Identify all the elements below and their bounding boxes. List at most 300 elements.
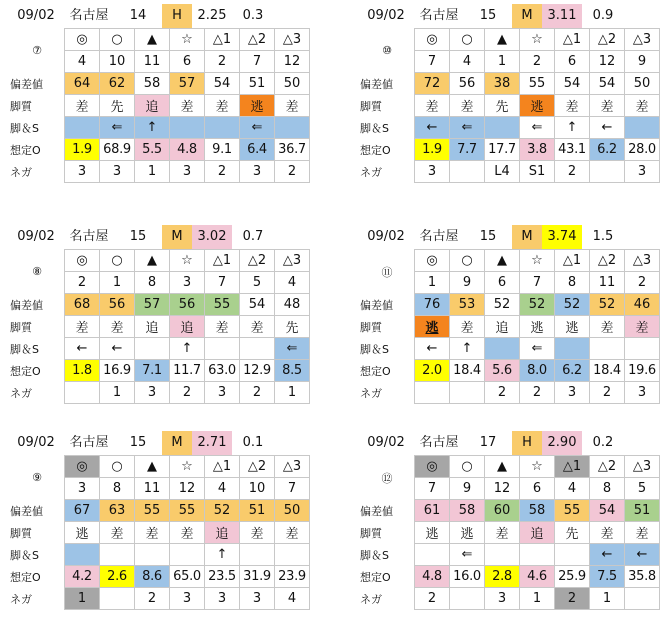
nums-cell: 8 — [100, 478, 135, 500]
marks-cell: △3 — [625, 250, 660, 272]
dev-cell: 52 — [520, 294, 555, 316]
odds_row-cell: 1.8 — [65, 360, 100, 382]
odds_row-cell: 63.0 — [205, 360, 240, 382]
nums-cell: 12 — [275, 51, 310, 73]
race-number: ⑧ — [32, 265, 42, 278]
odds_row-cell: 2.0 — [415, 360, 450, 382]
nums-cell: 9 — [450, 478, 485, 500]
nega-cell: 3 — [555, 382, 590, 404]
race-header — [8, 225, 305, 249]
ratio-value: 0.9 — [592, 8, 614, 23]
odds_row-cell: 36.7 — [275, 139, 310, 161]
dev-cell: 64 — [65, 73, 100, 95]
style-cell: 差 — [590, 316, 625, 338]
nums-cell: 9 — [450, 272, 485, 294]
odds_row-cell: 5.6 — [485, 360, 520, 382]
style-cell: 差 — [100, 316, 135, 338]
legs-cell: ↑ — [555, 117, 590, 139]
legs-cell: ↑ — [205, 544, 240, 566]
dev-cell: 57 — [135, 294, 170, 316]
odds_row-cell: 6.2 — [590, 139, 625, 161]
odds_row-cell: 3.8 — [520, 139, 555, 161]
legs-cell — [625, 117, 660, 139]
marks-cell: ◎ — [415, 456, 450, 478]
row-label: 偏差値 — [360, 504, 393, 518]
style-cell: 差 — [100, 522, 135, 544]
nega-cell: L4 — [485, 161, 520, 183]
style-cell: 差 — [205, 316, 240, 338]
dev-cell: 54 — [590, 73, 625, 95]
legs-cell: ← — [590, 544, 625, 566]
row-dev — [8, 294, 310, 316]
nega-cell: 2 — [135, 588, 170, 610]
dev-cell: 55 — [170, 500, 205, 522]
legs-cell — [590, 338, 625, 360]
row-label: 想定O — [360, 364, 391, 378]
dev-cell: 58 — [450, 500, 485, 522]
style-cell: 逃 — [240, 95, 275, 117]
style-cell: 差 — [240, 522, 275, 544]
odds_row-cell: 23.5 — [205, 566, 240, 588]
style-cell: 差 — [275, 95, 310, 117]
race-date: 09/02 — [367, 435, 405, 450]
nega-cell — [590, 161, 625, 183]
track-condition: M — [512, 225, 542, 249]
odds_row-cell: 8.6 — [135, 566, 170, 588]
odds_row-cell: 4.2 — [65, 566, 100, 588]
dev-cell: 58 — [520, 500, 555, 522]
marks-cell: ☆ — [520, 456, 555, 478]
nega-cell: 1 — [275, 382, 310, 404]
nums-cell: 5 — [625, 478, 660, 500]
legs-cell — [520, 544, 555, 566]
race-venue: 名古屋 — [69, 8, 109, 23]
style-cell: 追 — [520, 522, 555, 544]
marks-cell: △2 — [240, 250, 275, 272]
odds_row-cell: 5.5 — [135, 139, 170, 161]
nega-cell — [450, 588, 485, 610]
row-style — [8, 316, 310, 338]
track-condition: H — [162, 4, 192, 28]
marks-cell: ▲ — [485, 456, 520, 478]
style-cell: 差 — [450, 95, 485, 117]
ratio-value: 0.1 — [242, 435, 264, 450]
style-cell: 差 — [625, 522, 660, 544]
legs-cell: ⇐ — [520, 117, 555, 139]
nums-cell: 12 — [485, 478, 520, 500]
row-dev — [358, 500, 660, 522]
style-cell: 追 — [170, 316, 205, 338]
race-header — [358, 225, 655, 249]
nega-cell: 3 — [240, 161, 275, 183]
nums-cell: 6 — [170, 51, 205, 73]
row-marks — [8, 250, 310, 272]
nega-cell: 1 — [65, 588, 100, 610]
dev-cell: 53 — [450, 294, 485, 316]
legs-cell: ↑ — [135, 117, 170, 139]
nega-cell: 2 — [520, 382, 555, 404]
nums-cell: 5 — [240, 272, 275, 294]
nums-cell: 8 — [135, 272, 170, 294]
nega-cell — [625, 588, 660, 610]
nega-cell: 3 — [415, 161, 450, 183]
row-label: ネガ — [360, 592, 382, 606]
marks-cell: △2 — [590, 456, 625, 478]
row-marks — [358, 29, 660, 51]
odds_row-cell: 7.1 — [135, 360, 170, 382]
nega-cell: 2 — [275, 161, 310, 183]
row-dev — [8, 500, 310, 522]
nega-cell — [450, 382, 485, 404]
race-panel-p7 — [8, 4, 305, 200]
marks-cell: ○ — [450, 29, 485, 51]
odds_row-cell: 65.0 — [170, 566, 205, 588]
row-legs — [358, 338, 660, 360]
style-cell: 先 — [275, 316, 310, 338]
nega-cell: 3 — [65, 161, 100, 183]
style-cell: 差 — [415, 95, 450, 117]
nums-cell: 4 — [65, 51, 100, 73]
row-nega — [8, 382, 310, 404]
nega-cell: 2 — [485, 382, 520, 404]
track-condition: H — [512, 431, 542, 455]
dev-cell: 52 — [205, 500, 240, 522]
odds-value: 2.25 — [197, 8, 227, 23]
nums-cell: 3 — [65, 478, 100, 500]
odds_row-cell: 23.9 — [275, 566, 310, 588]
dev-cell: 51 — [240, 500, 275, 522]
nega-cell: 2 — [415, 588, 450, 610]
race-venue: 名古屋 — [419, 435, 459, 450]
nums-cell: 2 — [520, 51, 555, 73]
style-cell: 差 — [65, 95, 100, 117]
style-cell: 差 — [205, 95, 240, 117]
nega-cell: 1 — [590, 588, 625, 610]
dev-cell: 67 — [65, 500, 100, 522]
dev-cell: 58 — [135, 73, 170, 95]
nega-cell: 2 — [555, 161, 590, 183]
style-cell: 差 — [590, 522, 625, 544]
race-date: 09/02 — [367, 8, 405, 23]
style-cell: 先 — [100, 95, 135, 117]
marks-cell: △1 — [555, 29, 590, 51]
odds_row-cell: 7.7 — [450, 139, 485, 161]
odds_row-cell: 6.2 — [555, 360, 590, 382]
dev-cell: 55 — [555, 500, 590, 522]
style-cell: 逃 — [415, 316, 450, 338]
odds_row-cell: 16.9 — [100, 360, 135, 382]
dev-cell: 62 — [100, 73, 135, 95]
dev-cell: 56 — [450, 73, 485, 95]
style-cell: 差 — [275, 522, 310, 544]
marks-cell: △3 — [625, 456, 660, 478]
row-label: 偏差値 — [10, 298, 43, 312]
nega-cell — [100, 588, 135, 610]
nega-cell: 2 — [170, 382, 205, 404]
track-condition: M — [162, 225, 192, 249]
nums-cell: 10 — [100, 51, 135, 73]
odds_row-cell: 4.6 — [520, 566, 555, 588]
race-distance: 15 — [129, 229, 147, 244]
legs-cell: ← — [100, 338, 135, 360]
odds_row-cell: 2.8 — [485, 566, 520, 588]
marks-cell: △1 — [555, 456, 590, 478]
row-legs — [8, 117, 310, 139]
ratio-value: 0.3 — [242, 8, 264, 23]
marks-cell: △2 — [590, 250, 625, 272]
marks-cell: △1 — [205, 456, 240, 478]
row-dev — [8, 73, 310, 95]
race-venue: 名古屋 — [69, 229, 109, 244]
nega-cell: 3 — [485, 588, 520, 610]
nums-cell: 11 — [135, 51, 170, 73]
marks-cell: △3 — [275, 250, 310, 272]
dev-cell: 76 — [415, 294, 450, 316]
odds-value: 3.74 — [542, 225, 582, 249]
nega-cell — [450, 161, 485, 183]
marks-cell: ◎ — [65, 250, 100, 272]
nega-cell: 3 — [170, 588, 205, 610]
style-cell: 逃 — [555, 316, 590, 338]
nums-cell: 10 — [240, 478, 275, 500]
row-label: ネガ — [10, 386, 32, 400]
legs-cell — [485, 338, 520, 360]
row-nega — [8, 161, 310, 183]
marks-cell: ☆ — [520, 29, 555, 51]
row-label: 偏差値 — [10, 77, 43, 91]
legs-cell — [170, 544, 205, 566]
style-cell: 差 — [65, 316, 100, 338]
row-legs — [8, 338, 310, 360]
legs-cell: ← — [625, 544, 660, 566]
race-date: 09/02 — [17, 8, 55, 23]
nums-cell: 7 — [275, 478, 310, 500]
marks-cell: ◎ — [65, 456, 100, 478]
legs-cell: ↑ — [170, 338, 205, 360]
dev-cell: 50 — [275, 500, 310, 522]
race-table — [358, 455, 660, 610]
nega-cell: 3 — [240, 588, 275, 610]
row-style — [358, 95, 660, 117]
row-label: 想定O — [10, 570, 41, 584]
race-number: ⑫ — [381, 471, 393, 485]
nums-cell: 7 — [520, 272, 555, 294]
nums-cell: 12 — [170, 478, 205, 500]
odds_row-cell: 4.8 — [170, 139, 205, 161]
nums-cell: 4 — [205, 478, 240, 500]
odds_row-cell: 18.4 — [590, 360, 625, 382]
nums-cell: 3 — [170, 272, 205, 294]
dev-cell: 57 — [170, 73, 205, 95]
nums-cell: 6 — [555, 51, 590, 73]
odds_row-cell: 2.6 — [100, 566, 135, 588]
nega-cell: 3 — [170, 161, 205, 183]
nega-cell: 2 — [555, 588, 590, 610]
race-date: 09/02 — [367, 229, 405, 244]
odds_row-cell: 25.9 — [555, 566, 590, 588]
dev-cell: 50 — [625, 73, 660, 95]
dev-cell: 48 — [275, 294, 310, 316]
legs-cell — [415, 544, 450, 566]
row-marks — [358, 250, 660, 272]
race-venue: 名古屋 — [419, 8, 459, 23]
odds_row-cell: 35.8 — [625, 566, 660, 588]
dev-cell: 54 — [555, 73, 590, 95]
style-cell: 先 — [485, 95, 520, 117]
dev-cell: 52 — [590, 294, 625, 316]
nums-cell: 11 — [590, 272, 625, 294]
style-cell: 逃 — [415, 522, 450, 544]
legs-cell — [625, 338, 660, 360]
track-condition: M — [162, 431, 192, 455]
legs-cell — [275, 544, 310, 566]
dev-cell: 55 — [520, 73, 555, 95]
odds_row-cell: 1.9 — [415, 139, 450, 161]
marks-cell: ▲ — [135, 456, 170, 478]
odds-value: 2.71 — [192, 431, 232, 455]
nega-cell: 1 — [520, 588, 555, 610]
marks-cell: △2 — [240, 456, 275, 478]
race-header — [358, 431, 655, 455]
dev-cell: 50 — [275, 73, 310, 95]
nums-cell: 7 — [415, 51, 450, 73]
nega-cell: S1 — [520, 161, 555, 183]
odds_row-cell: 19.6 — [625, 360, 660, 382]
row-label: ネガ — [360, 165, 382, 179]
legs-cell — [65, 544, 100, 566]
odds_row-cell: 16.0 — [450, 566, 485, 588]
race-header — [358, 4, 655, 28]
row-label: 想定O — [10, 364, 41, 378]
dev-cell: 61 — [415, 500, 450, 522]
legs-cell: ↑ — [450, 338, 485, 360]
row-label: 脚＆S — [360, 548, 389, 562]
dev-cell: 46 — [625, 294, 660, 316]
race-table — [8, 28, 310, 183]
nega-cell — [65, 382, 100, 404]
race-header — [8, 4, 305, 28]
row-label: 脚＆S — [10, 548, 39, 562]
marks-cell: ▲ — [485, 29, 520, 51]
odds_row-cell: 1.9 — [65, 139, 100, 161]
style-cell: 差 — [170, 95, 205, 117]
row-odds_row — [358, 566, 660, 588]
marks-cell: ◎ — [415, 250, 450, 272]
dev-cell: 55 — [205, 294, 240, 316]
nums-cell: 7 — [415, 478, 450, 500]
marks-cell: ○ — [100, 29, 135, 51]
dev-cell: 54 — [590, 500, 625, 522]
race-distance: 15 — [479, 8, 497, 23]
nums-cell: 8 — [590, 478, 625, 500]
nega-cell: 3 — [205, 588, 240, 610]
row-legs — [8, 544, 310, 566]
row-label: 脚質 — [10, 320, 32, 334]
marks-cell: △3 — [275, 456, 310, 478]
style-cell: 逃 — [450, 522, 485, 544]
style-cell: 追 — [135, 95, 170, 117]
race-table — [358, 249, 660, 404]
row-label: 想定O — [360, 143, 391, 157]
race-table — [358, 28, 660, 183]
nega-cell: 2 — [240, 382, 275, 404]
row-odds_row — [8, 566, 310, 588]
nega-cell: 1 — [135, 161, 170, 183]
odds_row-cell: 7.5 — [590, 566, 625, 588]
dev-cell: 51 — [240, 73, 275, 95]
style-cell: 差 — [485, 522, 520, 544]
marks-cell: ▲ — [485, 250, 520, 272]
nums-cell: 6 — [520, 478, 555, 500]
legs-cell — [240, 544, 275, 566]
odds_row-cell: 68.9 — [100, 139, 135, 161]
row-legs — [358, 117, 660, 139]
nums-cell: 2 — [65, 272, 100, 294]
row-dev — [358, 73, 660, 95]
race-panel-p12 — [358, 431, 655, 627]
odds_row-cell: 18.4 — [450, 360, 485, 382]
nega-cell: 3 — [135, 382, 170, 404]
legs-cell — [485, 544, 520, 566]
race-venue: 名古屋 — [69, 435, 109, 450]
nums-cell: 4 — [450, 51, 485, 73]
row-label: 脚＆S — [10, 342, 39, 356]
row-label: ネガ — [360, 386, 382, 400]
row-label: 脚質 — [360, 526, 382, 540]
marks-cell: △1 — [555, 250, 590, 272]
marks-cell: ◎ — [65, 29, 100, 51]
marks-cell: ☆ — [170, 456, 205, 478]
legs-cell: ← — [415, 338, 450, 360]
marks-cell: ○ — [450, 250, 485, 272]
row-label: 脚質 — [10, 526, 32, 540]
race-distance: 14 — [129, 8, 147, 23]
race-number: ⑦ — [32, 44, 42, 57]
marks-cell: △2 — [240, 29, 275, 51]
dev-cell: 55 — [135, 500, 170, 522]
legs-cell — [485, 117, 520, 139]
row-style — [8, 522, 310, 544]
race-table — [8, 455, 310, 610]
row-odds_row — [358, 360, 660, 382]
nums-cell: 12 — [590, 51, 625, 73]
style-cell: 差 — [625, 316, 660, 338]
nega-cell: 2 — [590, 382, 625, 404]
legs-cell — [275, 117, 310, 139]
legs-cell — [240, 338, 275, 360]
row-label: 脚＆S — [10, 121, 39, 135]
row-label: ネガ — [10, 592, 32, 606]
race-header — [8, 431, 305, 455]
ratio-value: 0.2 — [592, 435, 614, 450]
legs-cell: ⇐ — [240, 117, 275, 139]
marks-cell: ○ — [100, 250, 135, 272]
nums-cell: 4 — [275, 272, 310, 294]
nums-cell: 6 — [485, 272, 520, 294]
ratio-value: 1.5 — [592, 229, 614, 244]
style-cell: 差 — [590, 95, 625, 117]
race-table — [8, 249, 310, 404]
dev-cell: 38 — [485, 73, 520, 95]
dev-cell: 54 — [240, 294, 275, 316]
nega-cell — [415, 382, 450, 404]
style-cell: 逃 — [65, 522, 100, 544]
row-odds_row — [358, 139, 660, 161]
style-cell: 差 — [170, 522, 205, 544]
marks-cell: ○ — [100, 456, 135, 478]
dev-cell: 56 — [170, 294, 205, 316]
nums-cell: 2 — [205, 51, 240, 73]
